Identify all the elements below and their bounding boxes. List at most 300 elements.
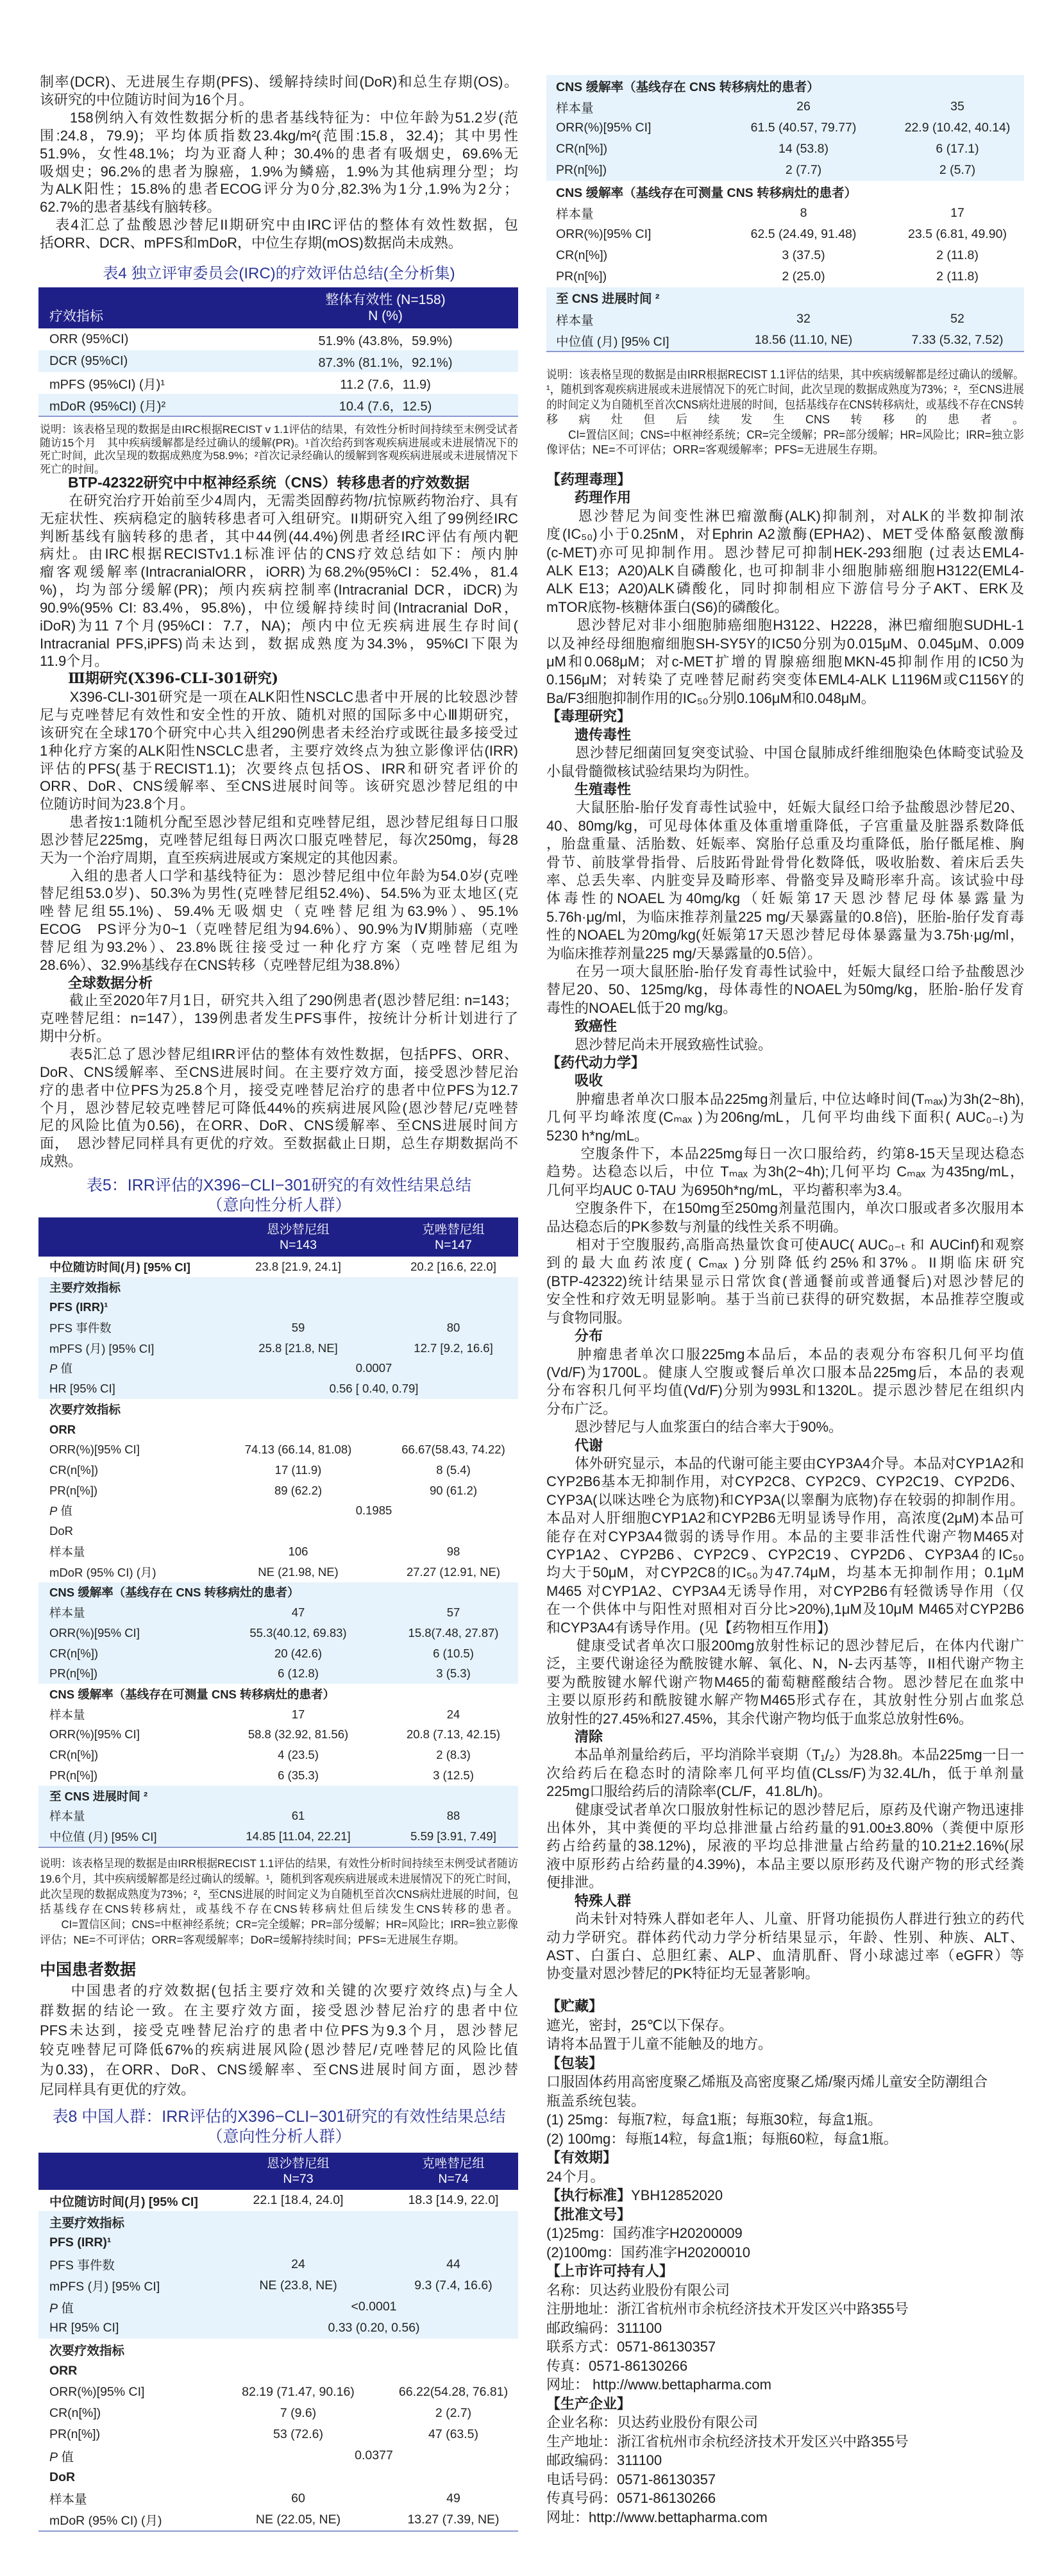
text-line: 本品对人肝细胞CYP1A2和CYP2B6无明显诱导作用，高浓度(2μM)本品可: [546, 1510, 1024, 1527]
text-line: 天为一个治疗周期，直至疾病进展或方案规定的其他因素。: [40, 849, 407, 866]
text-line: 成熟。: [40, 1153, 83, 1170]
table-cell-label: 样本量: [556, 207, 594, 222]
table-cell-merged-value: 0.1985: [355, 1504, 392, 1518]
text-line: 品达稳态后的PK参数与剂量的线性关系不明确。: [546, 1218, 848, 1235]
paragraph: [40, 688, 518, 813]
table-cell-label: mPFS (月) [95% CI]: [49, 1341, 155, 1355]
manufacturer-details: [546, 2413, 1024, 2527]
table-cell-value: 24: [446, 1707, 460, 1721]
table-cell-value: 49: [446, 2491, 460, 2505]
table-cell-value: 20.2 [16.6, 22.0]: [410, 1259, 496, 1273]
table-8-continued: [546, 75, 1024, 352]
text-line: 大鼠胚胎-胎仔发育毒性试验中，妊娠大鼠经口给予盐酸恩沙替尼20、: [546, 799, 1024, 816]
table-cell-value: 22.1 [18.4, 24.0]: [253, 2193, 344, 2208]
text-line: 恩沙替尼225mg，克唑替尼组每日两次口服克唑替尼，每次250mg，每28: [40, 831, 518, 848]
table-cell-label: 样本量: [556, 101, 594, 115]
table-row: [546, 96, 1024, 117]
table-row: [38, 2509, 518, 2530]
table-cell-value: 2 (11.8): [936, 248, 979, 262]
text-line: 次给药后在稳态时的清除率几何平均值(CLss/F)为32.4L/h，低于单剂量: [546, 1765, 1024, 1781]
table-cell-label: mDoR (95% CI) (月): [49, 2514, 162, 2529]
text-line: M465 对CYP1A2、CYP3A4无诱导作用，对CYP2B6有轻微诱导作用（仅: [546, 1582, 1024, 1599]
table-cell-value: 26: [796, 99, 811, 114]
table-cell-label: CNS 缓解率（基线存在可测量 CNS 转移病灶的患者）: [556, 186, 857, 201]
table-row: [38, 2445, 518, 2466]
text-line: 在研究治疗开始前至少4周内，无需类固醇药物/抗惊厥药物治疗、具有: [40, 492, 518, 509]
table-cell-value: 23.5 (6.81, 49.90): [908, 226, 1007, 241]
text-line: 瓶盖系统包装。: [546, 2092, 646, 2109]
text-line: (c-MET)亦可见抑制作用。恩沙替尼可抑制HEK-293细胞 (过表达EML4-: [546, 544, 1024, 561]
carcinogenicity-subheading: 致癌性: [575, 1018, 618, 1035]
table-cell-value: 60: [291, 2491, 305, 2505]
text-line: 请将本品置于儿童不能触及的地方。: [546, 2036, 773, 2052]
table-cell-value: 20.8 (7.13, 42.15): [406, 1727, 501, 1741]
text-line: ¹，随机到客观疾病进展或未进展情况下的死亡时间，此次呈现的数据成熟度为73%；²，至CNS进展: [546, 383, 1025, 396]
table-cell-label: mPFS (月) [95% CI]: [49, 2280, 160, 2294]
table-cell-value: 10.4 (7.6，12.5): [339, 399, 432, 414]
text-line: 51.9%，女性48.1%；均为亚裔人种；30.4%的患者有吸烟史，69.6%无: [40, 145, 518, 162]
text-line: 体毒性的NOAEL为40mg/kg（妊娠第17天恩沙替尼母体暴露量为: [546, 890, 1024, 907]
text-line: 注册地址：浙江省杭州市余杭经济技术开发区兴中路355号: [546, 2301, 909, 2317]
table-cell-label: ORR: [49, 1422, 76, 1436]
text-line: 电话号码：0571-86130357: [546, 2471, 716, 2487]
text-line: 恩沙替尼尚未开展致癌性试验。: [546, 1036, 773, 1053]
table-5: [38, 1217, 518, 1848]
mah-details: [546, 2281, 1024, 2394]
text-line: 期中分析。: [40, 1028, 111, 1045]
text-line: 唑替尼组55.1%)、59.4%无吸烟史（克唑替尼组为63.9%）、95.1%: [40, 903, 518, 920]
table-cell-label: 主要疗效指标: [49, 1280, 121, 1294]
text-line: 在另一项大鼠胚胎-胎仔发育毒性试验中，妊娠大鼠经口给予盐酸恩沙: [546, 963, 1024, 979]
paragraph: [40, 73, 518, 109]
table-cell-value: 22.9 (10.42, 40.14): [904, 121, 1011, 135]
china-data-heading: 中国患者数据: [40, 1961, 137, 1979]
table-cell-value: 20 (42.6): [274, 1646, 323, 1660]
table-row: [546, 139, 1024, 160]
table-header: [38, 287, 518, 328]
text-line: 158例纳入有效性数据分析的患者基线特征为：中位年龄为51.2岁(范: [40, 109, 518, 126]
china-data-section: [40, 1981, 518, 2100]
header-group-name: 克唑替尼组: [422, 1222, 485, 1237]
text-line: 与食物同服。: [546, 1309, 632, 1326]
table-row: [38, 1419, 518, 1440]
table-cell-value: NE (21.98, NE): [258, 1564, 339, 1579]
pharmacokinetics-heading: 【药代动力学】: [546, 1055, 646, 1071]
table-row: [546, 75, 1024, 96]
header-cell-crizotinib: [389, 1222, 518, 1253]
text-line: 率、总丢失率、内脏变异及畸形率、骨骼变异及畸形率升高。该试验中母: [546, 872, 1024, 888]
text-line: (1)25mg：国药准字H20200009: [546, 2225, 743, 2241]
table-cell-value: 6 (17.1): [936, 142, 979, 157]
text-line: 制率(DCR)、无进展生存期(PFS)、缓解持续时间(DoR)和总生存期(OS)。: [40, 74, 518, 90]
label-text: 值: [58, 2450, 74, 2464]
table-cell-label: ORR(%)[95% CI]: [556, 226, 652, 241]
table-cell-value: 57: [446, 1606, 460, 1620]
table-row: [38, 1623, 518, 1643]
notes-paragraph: [546, 368, 1024, 457]
text-line: 19.6个月，其中疾病缓解都是经过确认的缓解。¹，随机到客观疾病进展或未进展情况下的死亡时间，: [40, 1872, 518, 1885]
table-cell-label: 至 CNS 进展时间 ²: [49, 1789, 148, 1803]
table-cell-label: [38, 2447, 208, 2465]
text-line: 判断基线有脑转移的患者，其中44例(44.4%)例患者经IRC评估有颅内靶: [40, 528, 518, 545]
text-line: 几何平均AUC 0-TAU 为6950h*ng/mL，平均蓄积率为3.4。: [546, 1182, 911, 1198]
genotoxicity-subheading: 遗传毒性: [575, 726, 632, 743]
table-row: [546, 117, 1024, 139]
notes-paragraph: [40, 423, 518, 477]
text-line: 药占给药量的38.12%)，尿液的平均总排泄量占给药量的10.21±2.16%(尿: [546, 1838, 1024, 1854]
text-line: ALK E13；A20)ALK磷酸化，同时抑制相应下游信号分子AKT、ERK及: [546, 580, 1024, 597]
table-cell-label: PFS 事件数: [49, 2258, 115, 2273]
table-row: [38, 1806, 518, 1826]
table-cell-value: 51.9% (43.8%，59.9%): [318, 334, 453, 348]
text-line: CYP2B6基本无抑制作用，对CYP2C8、CYP2C9、CYP2C19、CYP2D6、: [546, 1473, 1024, 1490]
text-line: 度(IC₅₀)小于0.25nM，对Ephrin A2激酶(EPHA2)、MET受体酪氨酸激酶: [546, 526, 1024, 543]
table-cell-label: [38, 1502, 208, 1519]
text-line: 毒性的NOAEL低于20 mg/kg。: [546, 999, 737, 1016]
paragraph: [546, 507, 1024, 616]
text-line: 替尼组53.0岁)、50.3%为男性(克唑替尼组52.4%)、54.5%为亚太地区(克: [40, 885, 518, 902]
table-row: [38, 2296, 518, 2318]
table-cell-value: 27.27 (12.91, NE): [406, 1564, 501, 1579]
table-row: [38, 2360, 518, 2382]
paragraph: [546, 963, 1024, 1017]
text-line: 表5：IRR评估的X396−CLI−301研究的有效性结果总结: [86, 1176, 472, 1194]
table-row: [38, 2254, 518, 2275]
table-cell-merged-value: 0.0007: [355, 1361, 392, 1375]
table-row: [38, 2488, 518, 2509]
p-value-symbol: P: [49, 2450, 58, 2464]
table-cell-label: 中位值 (月) [95% CI]: [556, 334, 669, 349]
table-cell-label: ORR (95%CI): [49, 332, 129, 346]
text-line: 瘤客观缓解率(IntracranialORR，iORR)为68.2%(95%CI：52.4%，81.4: [40, 564, 518, 580]
table-cell-value: 2 (2.7): [435, 2405, 472, 2420]
table-row: [38, 1745, 518, 1765]
text-line: (1) 25mg：每瓶7粒，每盒1瓶；每瓶30粒，每盒1瓶。: [546, 2112, 882, 2128]
text-line: 评估；NE=不可评估；ORR=客观缓解率；DoR=缓解持续时间；PFS=无进展生存期。: [40, 1933, 466, 1946]
table-cell-label: 样本量: [49, 1545, 85, 1559]
text-line: CYP3A(以咪达唑仑为底物)和CYP3A(以睾酮为底物)存在较弱的抑制作用。: [546, 1491, 1024, 1508]
table-8-notes: [546, 368, 1024, 457]
text-line: 无症状性、疾病稳定的脑转移患者可入组研究。II期研究入组了99例经IRC: [40, 510, 518, 527]
text-line: 围:24.8，79.9)；平均体质指数23.4kg/m²(范围:15.8，32.4)；其中男性: [40, 127, 518, 144]
table-4: [38, 287, 518, 417]
table-cell-label: PR(n[%]): [49, 1666, 98, 1681]
table-cell-label: ORR(%)[95% CI]: [49, 1625, 140, 1640]
text-line: 此次呈现的数据成熟度为73%；²，至CNS进展的时间定义为自随机至首次CNS病灶进展的时间，包: [40, 1887, 519, 1901]
table-cell-value: 13.27 (7.39, NE): [407, 2512, 500, 2527]
text-line: 空腹条件下，在150mg至250mg剂量范围内，单次口服或者多次服用本: [546, 1200, 1024, 1217]
table-cell-label: ORR(%)[95% CI]: [49, 1727, 140, 1741]
storage-heading: 【贮藏】: [546, 1998, 603, 2014]
header-cell-metric: 疗效指标: [49, 309, 103, 324]
text-line: 1种化疗方案的ALK阳性NSCLC患者，主要疗效终点为独立影像评估(IRR): [40, 742, 518, 759]
table-row: [38, 1277, 518, 1298]
text-line: 网址： http://www.bettapharma.com: [546, 2377, 771, 2393]
text-line: 该研究的中位随访时间为16个月。: [40, 91, 253, 108]
paragraph: [546, 799, 1024, 963]
table-cell-label: 样本量: [49, 1809, 85, 1824]
text-line: 克唑替尼组：n=147），139例患者发生PFS事件，按统计分析计划进行了: [40, 1010, 518, 1027]
table-cell-label: ORR(%)[95% CI]: [49, 2384, 145, 2399]
text-line: 要为酰胺键水解代谢产物M465的葡萄糖醛酸结合物。恩沙替尼在血浆中: [546, 1674, 1024, 1690]
text-line: 评估的PFS(基于RECIST1.1)；次要终点包括OS、IRR和研究者评价的: [40, 760, 518, 777]
paragraph: [546, 1199, 1024, 1236]
text-line: 替尼20、50、125mg/kg，母体毒性的NOAEL为50mg/kg，胚胎-胎仔发育: [546, 981, 1024, 998]
table-row: [38, 1338, 518, 1359]
table-row: [38, 2211, 518, 2232]
table-row: [38, 1378, 518, 1399]
table-row: [38, 1257, 518, 1277]
package-text: [546, 2072, 1024, 2148]
text-line: 和CYP3A4有诱导作用。(见【药物相互作用】): [546, 1619, 829, 1636]
text-line: 说明：该表格呈现的数据是由IRR根据RECIST 1.1评估的结果，有效性分析时间持续至末例受试者随访: [40, 1857, 519, 1870]
paragraph: [546, 1036, 1024, 1054]
paragraph: [546, 1910, 1024, 1983]
header-group-name: 恩沙替尼组: [267, 2157, 330, 2171]
table-cell-value: 7.33 (5.32, 7.52): [911, 333, 1004, 348]
text-line: 肿瘤患者单次口服本品225mg剂量后, 中位达峰时间(Tₘₐₓ)为3h(2~8h),: [546, 1090, 1024, 1107]
text-line: 分布容积几何平均值(Vd/F)分别为993L和1320L。提示恩沙替尼在组织内: [546, 1382, 1024, 1399]
table-body: [38, 2190, 518, 2532]
table-cell-label: PFS (IRR)¹: [49, 1300, 108, 1314]
paragraph: [546, 1746, 1024, 1801]
table-cell-label: DoR: [49, 1524, 74, 1538]
table-cell-label: PR(n[%]): [556, 269, 607, 284]
header-group-name: 克唑替尼组: [422, 2157, 485, 2171]
pharmacology-toxicology-heading: 【药理毒理】: [546, 471, 632, 487]
text-line: 主要以原形药和酰胺键水解产物M465形式存在，其放射性分别占血浆总: [546, 1692, 1024, 1709]
p-value-symbol: P: [49, 1504, 58, 1518]
table-cell-value: 17: [950, 205, 964, 220]
table-cell-merged-value: <0.0001: [351, 2300, 397, 2314]
text-line: 协变量对恩沙替尼的PK特征均无显著影响。: [546, 1965, 820, 1982]
table-cell-label: 次要疗效指标: [49, 2343, 125, 2358]
text-line: 相对于空腹服药,高脂高热量饮食可使AUC( AUC₀₋ₜ 和 AUCinf)和观察: [546, 1237, 1024, 1253]
table-cell-value: 3 (12.5): [433, 1768, 474, 1782]
header-cell-ensartinib: [208, 2156, 389, 2187]
table-row: [38, 1521, 518, 1541]
paragraph: [546, 744, 1024, 781]
table-cell-label: CR(n[%]): [49, 1748, 99, 1762]
table-cell-label: 中位随访时间(月) [95% CI]: [49, 1260, 190, 1274]
table-row: [38, 1439, 518, 1460]
text-line: 像评估；NE=不可评估；ORR=客观缓解率；PFS=无进展生存期。: [546, 443, 885, 457]
text-line: iDoR)为11 7个月(95%CI：7.7，NA)；颅内中位无疾病进展生存时间(: [40, 617, 518, 634]
text-line: ，胎盘重量、活胎数、妊娠率、窝胎仔总重及均重降低，胎仔骶尾椎、胸: [546, 836, 1024, 852]
table-row: [38, 1643, 518, 1664]
table-8: [38, 2153, 518, 2532]
table-cell-value: 9.3 (7.4, 16.6): [414, 2278, 492, 2292]
table-cell-value: 2 (7.7): [785, 163, 822, 178]
text-line: 吸烟史；96.2%的患者为腺癌，1.9%为鳞癌，1.9%为其他病理分型；均: [40, 163, 518, 180]
text-line: 尚未针对特殊人群如老年人、儿童、肝肾功能损伤人群进行独立的药代: [546, 1911, 1024, 1928]
text-line: 以及神经母细胞瘤细胞SH-SY5Y的IC50分别为0.015μM、0.045μM、0.009: [546, 635, 1024, 652]
text-line: 几何平均峰浓度(Cₘₐₓ )为206ng/mL，几何平均曲线下面积( AUC₀₋ₜ)为: [546, 1109, 1024, 1126]
table-row: [38, 2424, 518, 2445]
table-cell-value: 52: [950, 312, 964, 326]
text-line: Intracranial PFS,iPFS)尚未达到，数据成熟度为34.3%，95%CI下限为: [40, 635, 518, 652]
text-line: 病灶。由IRC根据RECISTv1.1标准评估的CNS疗效总结如下：颅内肿: [40, 546, 518, 563]
table-row: [546, 203, 1024, 224]
text-line: 说明：该表格呈现的数据是由IRR根据RECIST 1.1评估的结果，其中疾病缓解都是经过确认的缓解。: [546, 368, 1024, 381]
table-body: [38, 1257, 518, 1848]
table-row: [38, 1359, 518, 1379]
table-cell-merged-value: 0.56 [ 0.40, 0.79]: [329, 1382, 419, 1396]
text-line: X396-CLI-301研究是一项在ALK阳性NSCLC患者中开展的比较恩沙替: [40, 689, 518, 706]
table-cell-value: 8 (5.4): [436, 1463, 471, 1477]
table-body: [546, 75, 1024, 352]
header-group-n: N=74: [438, 2172, 469, 2186]
table-cell-label: DCR (95%CI): [49, 353, 128, 368]
shelf-life-text: [546, 2167, 1024, 2187]
table-cell-value: 61.5 (40.57, 79.77): [750, 121, 857, 135]
efficacy-summary-section: [40, 73, 518, 252]
table-cell-value: 55.3(40.12, 69.83): [249, 1625, 347, 1640]
table-cell-value: 74.13 (66.14, 81.08): [244, 1443, 352, 1457]
text-line: 面， 恩沙替尼同样具有更优的疗效。至数据截止日期，总生存期数据尚不: [40, 1135, 518, 1152]
text-line: DoR、CNS缓解率、至CNS进展时间。在主要疗效方面，接受恩沙替尼治: [40, 1063, 518, 1080]
paragraph: [546, 1145, 1024, 1199]
pharmacology-section: [546, 471, 1024, 1983]
table-cell-value: 44: [446, 2257, 460, 2271]
table-cell-value: 58.8 (32.92, 81.56): [248, 1727, 349, 1741]
toxicology-heading: 【毒理研究】: [546, 708, 632, 725]
paragraph: [546, 1801, 1024, 1892]
text-line: PFS未达到，接受克唑替尼治疗的患者中位PFS为9.3个月，恩沙替尼: [40, 2022, 518, 2038]
table-cell-value: 87.3% (81.1%，92.1%): [318, 355, 453, 370]
table-cell-value: 66.22(54.28, 76.81): [398, 2384, 509, 2399]
text-line: ALK E13；A20)ALK自磷酸化, 也可抑制非小细胞肺癌细胞H3122(EML4-: [546, 563, 1024, 579]
table-row: [38, 2232, 518, 2253]
table-cell-value: 14.85 [11.04, 22.21]: [246, 1829, 351, 1843]
text-line: 群数据的结论一致。在主要疗效方面，接受恩沙替尼治疗的患者中位: [40, 2002, 518, 2019]
text-line: 健康受试者单次口服放射性标记的恩沙替尼后，原药及代谢产物迅速排: [546, 1801, 1024, 1818]
table-cell-value: 4 (23.5): [278, 1748, 319, 1762]
table-cell-label: CR(n[%]): [556, 248, 608, 262]
text-line: 企业名称：贝达药业股份有限公司: [546, 2414, 759, 2430]
text-line: 随访15个月 其中疾病缓解都是经过确认的缓解(PR)。¹首次给药到客观疾病进展或未进展情况下的: [40, 436, 518, 449]
table-cell-label: HR [95% CI]: [49, 2321, 119, 2335]
paragraph: [40, 1981, 518, 2100]
text-line: 安全性和疗效无明显影响。基于当前已获得的研究数据，本品推荐空腹或: [546, 1291, 1024, 1308]
storage-text: [546, 2016, 1024, 2054]
table-row: [38, 1684, 518, 1704]
table-row: [38, 1704, 518, 1725]
table-header: [38, 1217, 518, 1257]
text-line: 入组的患者人口学和基线特征为：恩沙替尼组中位年龄为54.0岁(克唑: [40, 867, 518, 884]
package-heading: 【包装】: [546, 2055, 603, 2071]
table-cell-label: HR [95% CI]: [49, 1382, 115, 1396]
table-cell-value: 15.8(7.48, 27.87): [408, 1625, 499, 1640]
text-line: 恩沙替尼细菌回复突变试验、中国仓鼠肺成纤维细胞染色体畸变试验及: [546, 745, 1024, 761]
table-5-notes: [40, 1856, 518, 1948]
text-line: 括ORR、DCR、mPFS和mDoR，中位生存期(mOS)数据尚未成熟。: [40, 235, 462, 251]
text-line: 90.9%(95% CI: 83.4%，95.8%)，中位缓解持续时间(Intracranial DoR，: [40, 599, 518, 616]
table-cell-label: ORR(%)[95% CI]: [49, 1443, 140, 1457]
table-cell-label: CNS 缓解率（基线存在 CNS 转移病灶的患者）: [49, 1586, 299, 1600]
table-cell-label: [38, 2298, 208, 2316]
table-cell-value: 66.67(58.43, 74.22): [401, 1443, 505, 1457]
table-cell-label: [38, 1360, 208, 1377]
text-line: 网址：http://www.bettapharma.com: [546, 2509, 768, 2525]
text-line: 尼同样具有更优的疗效。: [40, 2081, 196, 2097]
table-row: [546, 309, 1024, 330]
text-line: 在一个供体中与阳性对照相对百分比>20%),1μM及10μM M465对CYP2B6: [546, 1601, 1024, 1618]
shelf-life-heading: 【有效期】: [546, 2149, 618, 2165]
text-line: 性的NOAEL为20mg/kg(妊娠第17天恩沙替尼母体暴露量为3.75h·μg/ml，: [546, 927, 1024, 944]
pharmacological-action-subheading: 药理作用: [575, 489, 632, 506]
table-cell-label: CR(n[%]): [49, 2405, 101, 2420]
table-cell-label: 样本量: [49, 1707, 85, 1722]
absorption-subheading: 吸收: [575, 1072, 603, 1089]
text-line: 分布广泛。: [546, 1400, 618, 1417]
table-cell-value: 80: [446, 1321, 460, 1335]
table-cell-label: 样本量: [49, 2493, 87, 2507]
table-row: [38, 1501, 518, 1521]
text-line: AST、白蛋白、总胆红素、ALP、血清肌酐、肾小球滤过率（eGFR）等: [546, 1947, 1024, 1963]
table-cell-value: 53 (72.6): [273, 2427, 324, 2442]
text-line: 28.6%）、32.9%基线存在CNS转移（克唑替尼组为38.8%）: [40, 956, 408, 973]
notes-paragraph: [40, 1856, 518, 1948]
table-cell-value: NE (23.8, NE): [259, 2278, 337, 2292]
text-line: ECOG PS评分为0~1（克唑替尼组为94.6%）、90.9%为Ⅳ期肺癌（克唑: [40, 921, 518, 938]
table-cell-label: PR(n[%]): [49, 1768, 98, 1782]
paragraph: [546, 1346, 1024, 1419]
text-line: (BTP-42322)统计结果显示日常饮食(普通餐前或普通餐后)对恩沙替尼的: [546, 1273, 1024, 1289]
table-row: [546, 266, 1024, 287]
text-line: 传真：0571-86130266: [546, 2357, 688, 2374]
paragraph: [40, 992, 518, 1046]
text-line: 表4 独立评审委员会(IRC)的疗效评估总结(全分析集): [103, 265, 455, 282]
text-line: 225mg口服给药后的清除率(CL/F，41.8L/h)。: [546, 1783, 832, 1800]
text-line: 口服固体药用高密度聚乙烯瓶及高密度聚乙烯/聚丙烯儿童安全防潮组合: [546, 2074, 988, 2090]
text-line: 邮政编码：311100: [546, 2452, 662, 2468]
table-cell-value: 6 (35.3): [278, 1768, 319, 1782]
table-cell-value: 59: [291, 1321, 305, 1335]
text-line: CYP1A2、CYP2B6、CYP2C9、CYP2C19、CYP2D6、CYP3A4的IC₅₀: [546, 1546, 1024, 1563]
table-row: [38, 2318, 518, 2339]
table-cell-label: mPFS (95%CI) (月)¹: [49, 377, 165, 392]
table-row: [38, 1826, 518, 1847]
text-line: 为临床推荐剂量225 mg/天暴露量的0.5倍）。: [546, 945, 822, 962]
standard-row: [546, 2186, 1024, 2205]
clinical-studies-section: [40, 474, 518, 1171]
text-line: 截止至2020年7月1日，研究共入组了290例患者(恩沙替尼组: n=143；: [40, 992, 518, 1009]
paragraph: [546, 1236, 1024, 1327]
table-row: [38, 1541, 518, 1562]
paragraph: [546, 1090, 1024, 1145]
table-8-title: [40, 2107, 518, 2147]
text-line: 说明：该表格呈现的数据是由IRC根据RECIST v 1.1评估的结果，有效性分析时间持续至末例受试者: [40, 423, 518, 436]
table-row: [38, 1297, 518, 1318]
table-row: [38, 1460, 518, 1480]
paragraph: [40, 867, 518, 974]
table-cell-label: CNS 缓解率（基线存在可测量 CNS 转移病灶的患者）: [49, 1687, 335, 1701]
table-row: [38, 1480, 518, 1501]
table-cell-value: 24: [291, 2257, 305, 2271]
text-line: 表4汇总了盐酸恩沙替尼II期研究中由IRC评估的整体有效性数据，包: [40, 217, 518, 233]
text-line: 动力学研究。群体药代动力学分析结果显示，年龄、性别、种族、ALT、: [546, 1929, 1024, 1945]
text-line: 5.76h·μg/ml，为临床推荐剂量225 mg/天暴露量的0.8倍)，胚胎-胎仔发育毒: [546, 908, 1024, 925]
text-line: μM和0.068μM；对c-MET扩增的胃腺癌细胞MKN-45抑制作用的IC50为: [546, 654, 1024, 670]
table-cell-value: 82.19 (71.47, 90.16): [242, 2384, 355, 2399]
table-header: [38, 2153, 518, 2190]
text-line: 小鼠骨髓微核试验结果均为阴性。: [546, 763, 759, 779]
table-cell-value: 25.8 [21.8, NE]: [258, 1341, 338, 1355]
table-cell-value: 62.5 (24.49, 91.48): [750, 226, 857, 241]
cns-section-heading: BTP-42322研究中中枢神经系统（CNS）转移患者的疗效数据: [68, 474, 470, 491]
text-line: 出体外，其中粪便的平均总排泄量占给药量的91.00±3.80%（粪便中原形: [546, 1820, 1024, 1836]
